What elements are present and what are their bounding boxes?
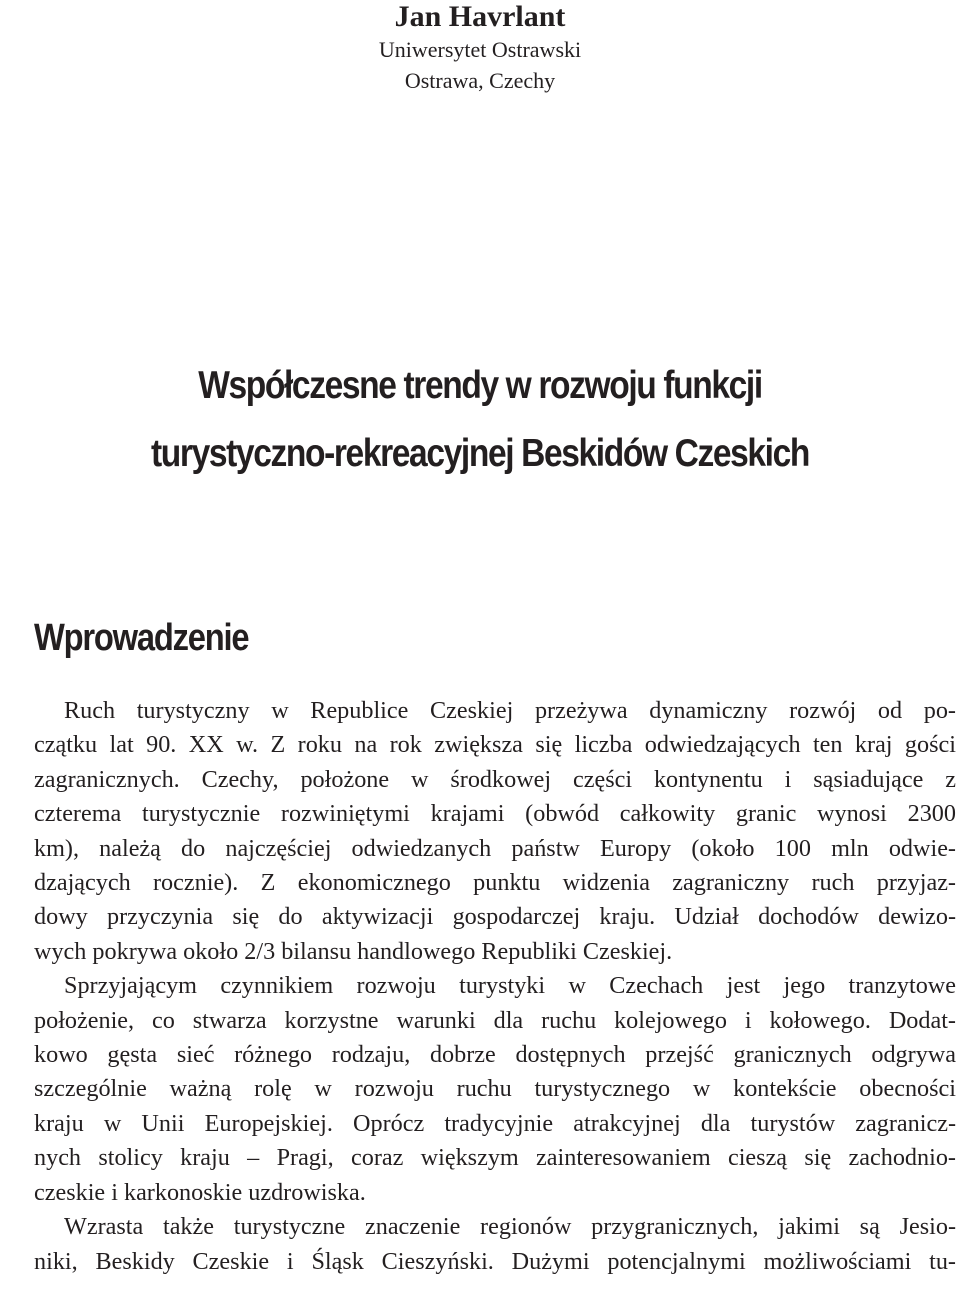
- section-heading: Wprowadzenie: [34, 617, 249, 659]
- text-line: dzających rocznie). Z ekonomicznego punktu widzenia zagraniczny ruch przyjaz-: [34, 869, 956, 897]
- body-paragraph: [4, 969, 956, 1210]
- body-paragraph: [4, 694, 956, 969]
- author-affiliation: Uniwersytet Ostrawski: [378, 37, 582, 62]
- article-title-line-1: Współczesne trendy w rozwoju funkcji: [198, 364, 762, 407]
- text-line: km), należą do najczęściej odwiedzanych państw Europy (około 100 mln odwie-: [34, 834, 956, 862]
- article-title-line-2: turystyczno-rekreacyjnej Beskidów Czeskich: [150, 432, 810, 475]
- text-line: wych pokrywa około 2/3 bilansu handlowego Republiki Czeskiej.: [34, 937, 673, 965]
- text-line: Wzrasta także turystyczne znaczenie regionów przygranicznych, jakimi są Jesio-: [64, 1213, 956, 1241]
- body-paragraph: [4, 1210, 956, 1279]
- text-line: kowo gęsta sieć różnego rodzaju, dobrze dostępnych przejść granicznych odgrywa: [34, 1041, 956, 1069]
- text-line: zagranicznych. Czechy, położone w środkowej części kontynentu i sąsiadujące z: [34, 765, 956, 793]
- text-line: czterema turystycznie rozwiniętymi krajami (obwód całkowity granic wynosi 2300: [34, 800, 956, 828]
- text-line: dowy przyczynia się do aktywizacji gospodarczej kraju. Udział dochodów dewizo-: [34, 903, 956, 931]
- text-line: czątku lat 90. XX w. Z roku na rok zwiększa się liczba odwiedzających ten kraj gości: [34, 731, 956, 759]
- text-line: nych stolicy kraju – Pragi, coraz większym zainteresowaniem cieszą się zachodnio-: [34, 1144, 956, 1172]
- text-line: niki, Beskidy Czeskie i Śląsk Cieszyński. Dużymi potencjalnymi możliwościami tu-: [34, 1247, 956, 1275]
- text-line: Ruch turystyczny w Republice Czeskiej przeżywa dynamiczny rozwój od po-: [64, 697, 956, 724]
- text-line: Sprzyjającym czynnikiem rozwoju turystyki w Czechach jest jego tranzytowe: [64, 972, 956, 1000]
- text-line: szczególnie ważną rolę w rozwoju ruchu turystycznego w kontekście obecności: [34, 1075, 956, 1103]
- body-text: [4, 694, 956, 1279]
- article-title: [67, 352, 893, 488]
- text-line: czeskie i karkonoskie uzdrowiska.: [34, 1178, 366, 1206]
- author-name: Jan Havrlant: [394, 0, 566, 33]
- text-line: położenie, co stwarza korzystne warunki dla ruchu kolejowego i kołowego. Dodat-: [34, 1006, 956, 1034]
- author-block: [0, 0, 960, 96]
- text-line: kraju w Unii Europejskiej. Oprócz tradycyjnie atrakcyjnej dla turystów zagranicz-: [34, 1109, 956, 1137]
- author-location: Ostrawa, Czechy: [404, 68, 556, 93]
